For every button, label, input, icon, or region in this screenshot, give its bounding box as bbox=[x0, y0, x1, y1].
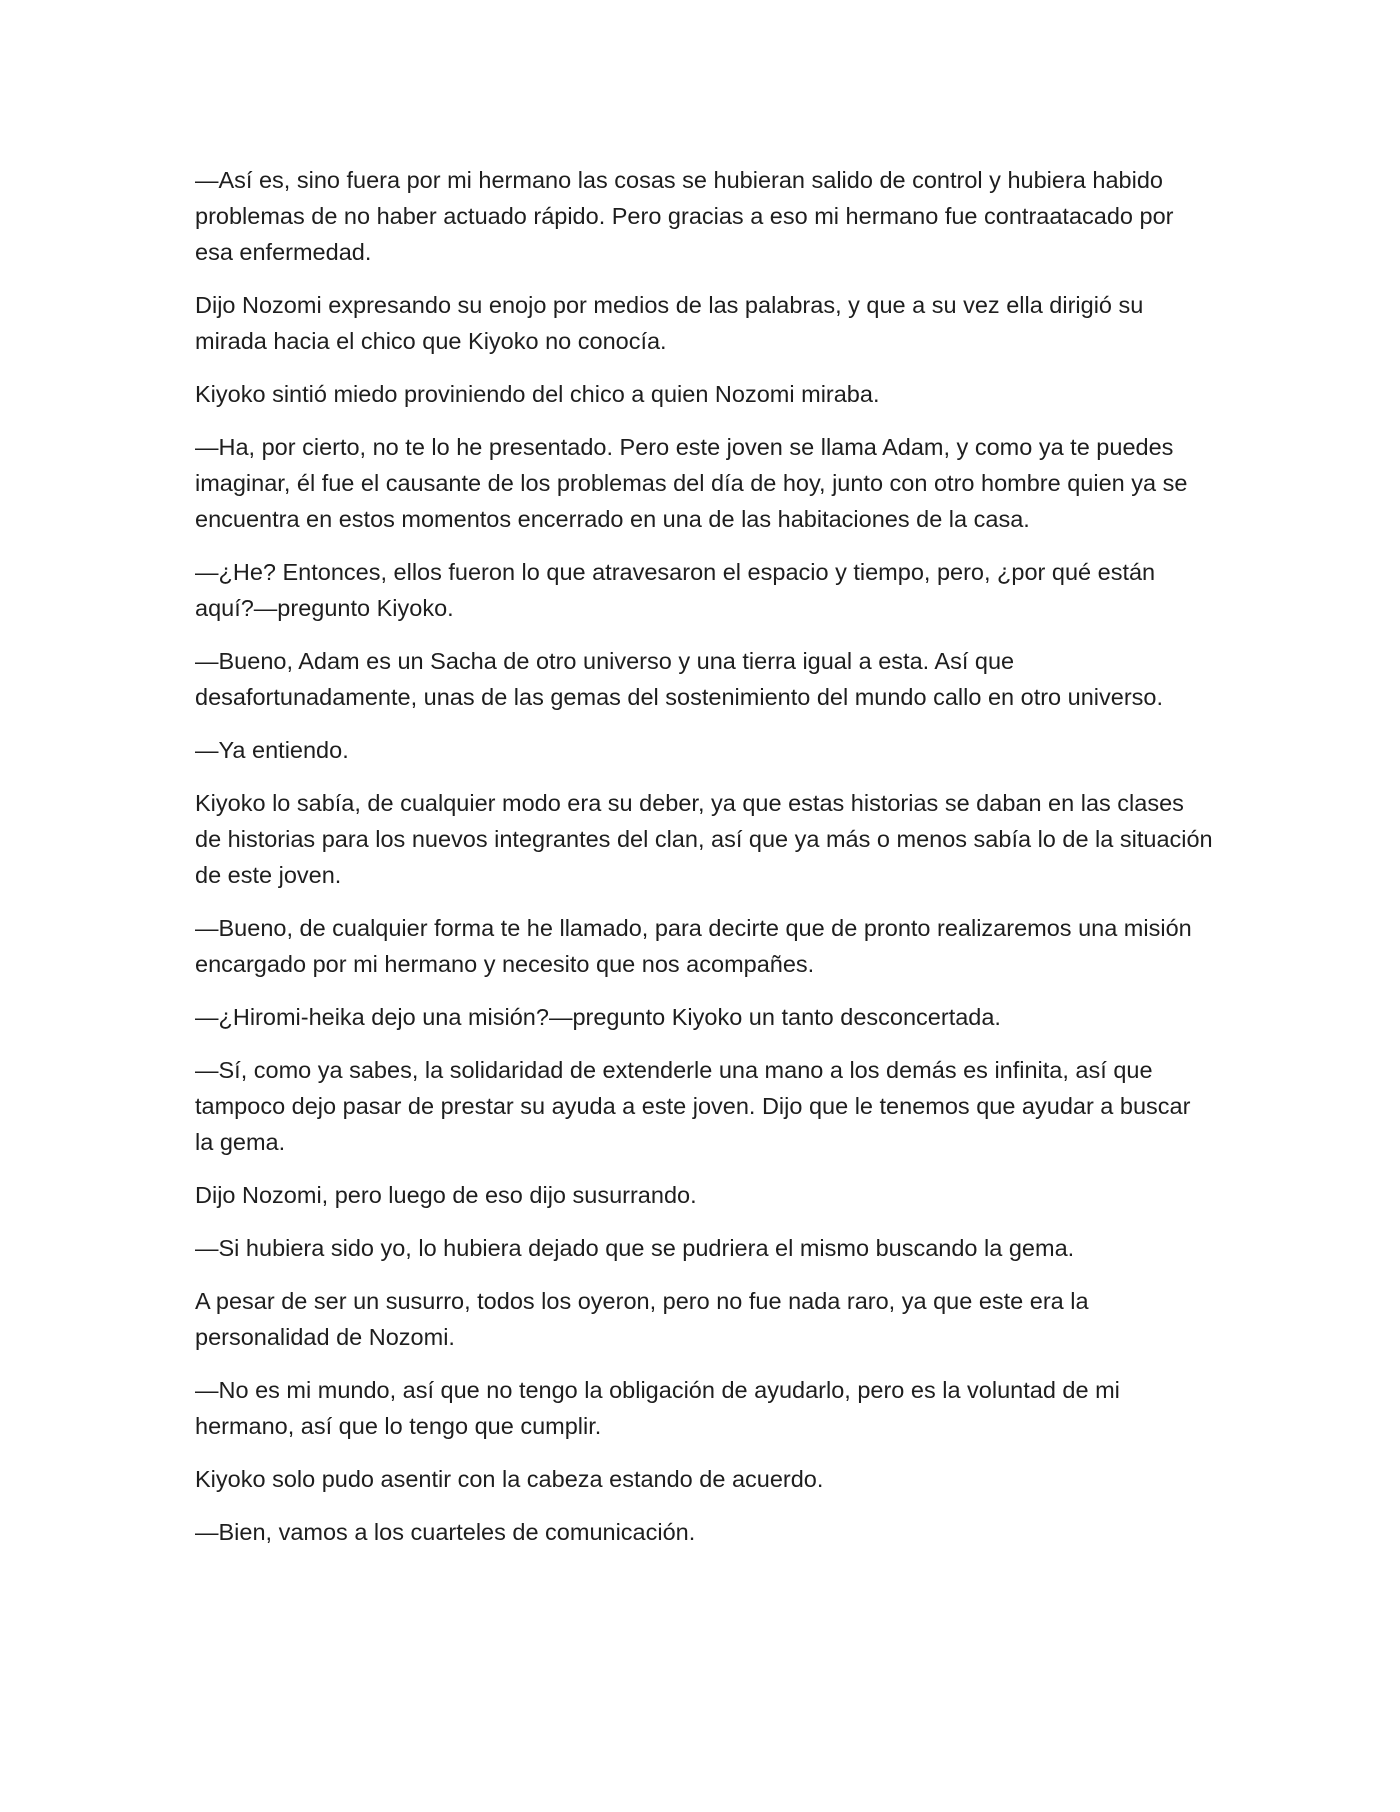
paragraph: —Ha, por cierto, no te lo he presentado. Pero este joven se llama Adam, y como ya te puedes imaginar, él fue el causante de los problemas del día de hoy, junto con otro hombre quien ya se encuentra en estos momentos encerrado en una de las habitaciones de la casa. bbox=[195, 434, 1188, 532]
paragraph: A pesar de ser un susurro, todos los oyeron, pero no fue nada raro, ya que este era la personalidad de Nozomi. bbox=[195, 1288, 1089, 1350]
paragraph: —Ya entiendo. bbox=[195, 737, 349, 763]
paragraph: Dijo Nozomi, pero luego de eso dijo susurrando. bbox=[195, 1182, 697, 1208]
document-page bbox=[195, 162, 1213, 1567]
paragraph: Kiyoko sintió miedo proviniendo del chico a quien Nozomi miraba. bbox=[195, 381, 880, 407]
paragraph: —¿Hiromi-heika dejo una misión?—pregunto Kiyoko un tanto desconcertada. bbox=[195, 1004, 1001, 1030]
paragraph: —No es mi mundo, así que no tengo la obligación de ayudarlo, pero es la voluntad de mi hermano, así que lo tengo que cumplir. bbox=[195, 1377, 1120, 1439]
paragraph: —Bueno, Adam es un Sacha de otro universo y una tierra igual a esta. Así que desafortunadamente, unas de las gemas del sostenimiento del mundo callo en otro universo. bbox=[195, 648, 1164, 710]
paragraph: —Sí, como ya sabes, la solidaridad de extenderle una mano a los demás es infinita, así que tampoco dejo pasar de prestar su ayuda a este joven. Dijo que le tenemos que ayudar a buscar la gema. bbox=[195, 1057, 1191, 1155]
paragraph: Dijo Nozomi expresando su enojo por medios de las palabras, y que a su vez ella dirigió su mirada hacia el chico que Kiyoko no conocía. bbox=[195, 292, 1144, 354]
paragraph: —Bueno, de cualquier forma te he llamado, para decirte que de pronto realizaremos una misión encargado por mi hermano y necesito que nos acompañes. bbox=[195, 915, 1192, 977]
paragraph: Kiyoko solo pudo asentir con la cabeza estando de acuerdo. bbox=[195, 1466, 824, 1492]
paragraph: —Así es, sino fuera por mi hermano las cosas se hubieran salido de control y hubiera habido problemas de no haber actuado rápido. Pero gracias a eso mi hermano fue contraatacado por esa enfermedad. bbox=[195, 167, 1174, 265]
paragraph: Kiyoko lo sabía, de cualquier modo era su deber, ya que estas historias se daban en las clases de historias para los nuevos integrantes del clan, así que ya más o menos sabía lo de la situación de este joven. bbox=[195, 790, 1213, 888]
paragraph: —Bien, vamos a los cuarteles de comunicación. bbox=[195, 1519, 696, 1545]
paragraph: —¿He? Entonces, ellos fueron lo que atravesaron el espacio y tiempo, pero, ¿por qué están aquí?—pregunto Kiyoko. bbox=[195, 559, 1156, 621]
paragraph: —Si hubiera sido yo, lo hubiera dejado que se pudriera el mismo buscando la gema. bbox=[195, 1235, 1075, 1261]
